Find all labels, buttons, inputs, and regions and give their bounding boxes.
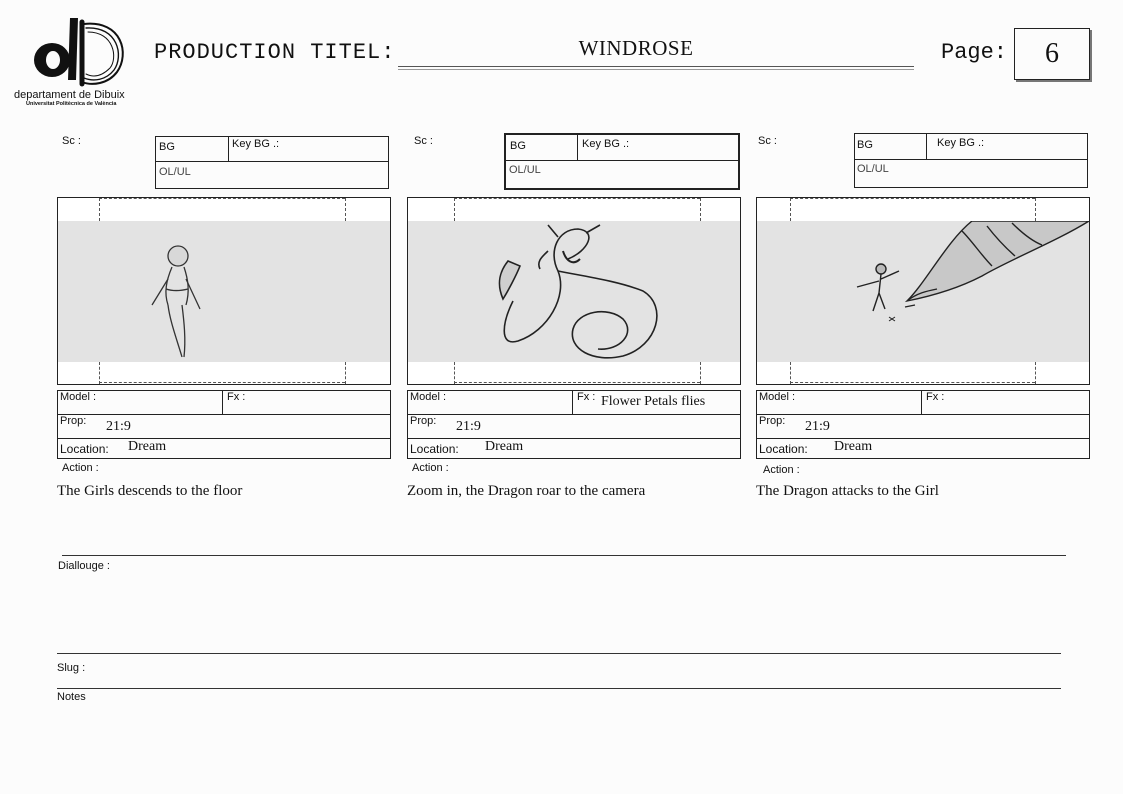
- logo-text: departament de Dibuix: [14, 89, 125, 101]
- slug-label: Slug :: [57, 662, 86, 674]
- model-label: Model :: [410, 391, 447, 403]
- prop-label: Prop:: [759, 415, 786, 427]
- location-value: Dream: [834, 439, 873, 454]
- logo-subtitle: Universitat Politècnica de València: [26, 101, 117, 107]
- action-label: Action :: [763, 464, 800, 476]
- location-value: Dream: [128, 439, 167, 454]
- prop-value: 21:9: [805, 419, 830, 434]
- dragon-sketch-image: [408, 221, 740, 362]
- location-row[interactable]: [756, 438, 1090, 459]
- fx-value: Flower Petals flies: [601, 394, 706, 409]
- location-label: Location:: [60, 442, 109, 456]
- bg-label: BG: [510, 140, 526, 152]
- prop-value: 21:9: [456, 419, 481, 434]
- prop-value: 21:9: [106, 419, 131, 434]
- location-label: Location:: [759, 442, 808, 456]
- notes-label: Notes: [57, 691, 86, 703]
- bg-box[interactable]: [155, 136, 389, 189]
- sc-label: Sc :: [414, 135, 433, 147]
- production-label: PRODUCTION TITEL:: [154, 40, 396, 65]
- key-bg-label: Key BG .:: [232, 138, 280, 150]
- action-label: Action :: [62, 462, 99, 474]
- model-label: Model :: [759, 391, 796, 403]
- fx-label: Fx :: [577, 391, 596, 403]
- storyboard-panel-3: [756, 0, 1096, 520]
- storyboard-panel-1: [57, 0, 397, 520]
- frame-panel-1[interactable]: [57, 197, 391, 385]
- key-bg-label: Key BG .:: [582, 138, 630, 150]
- ol-ul-label: OL/UL: [159, 166, 191, 178]
- girl-sketch-image: [58, 221, 390, 362]
- fx-label: Fx :: [227, 391, 246, 403]
- frame-panel-3[interactable]: [756, 197, 1090, 385]
- prop-label: Prop:: [60, 415, 87, 427]
- location-label: Location:: [410, 442, 459, 456]
- location-value: Dream: [485, 439, 524, 454]
- location-row[interactable]: [57, 438, 391, 459]
- divider-line: [57, 688, 1061, 689]
- prop-row[interactable]: [756, 414, 1090, 439]
- dragon-attack-sketch-image: [757, 221, 1089, 362]
- action-text[interactable]: The Girls descends to the floor: [57, 483, 243, 499]
- ol-ul-label: OL/UL: [509, 164, 541, 176]
- prop-row[interactable]: [407, 414, 741, 439]
- bg-label: BG: [159, 141, 175, 153]
- action-label: Action :: [412, 462, 449, 474]
- bg-label: BG: [857, 139, 873, 151]
- prop-label: Prop:: [410, 415, 437, 427]
- fx-label: Fx :: [926, 391, 945, 403]
- model-row[interactable]: [57, 390, 391, 415]
- ol-ul-label: OL/UL: [857, 163, 889, 175]
- divider-line: [62, 555, 1066, 556]
- dialogue-label: Diallouge :: [58, 560, 110, 572]
- page-label: Page:: [941, 40, 1008, 65]
- page-number-field[interactable]: 6: [1014, 28, 1090, 80]
- sc-label: Sc :: [758, 135, 777, 147]
- model-label: Model :: [60, 391, 97, 403]
- storyboard-panel-2: [407, 0, 747, 520]
- prop-row[interactable]: [57, 414, 391, 439]
- model-row[interactable]: [407, 390, 741, 415]
- dialogue-field[interactable]: [58, 575, 1058, 651]
- bg-box[interactable]: [504, 133, 740, 190]
- model-row[interactable]: [756, 390, 1090, 415]
- key-bg-label: Key BG .:: [937, 137, 985, 149]
- action-text[interactable]: Zoom in, the Dragon roar to the camera: [407, 483, 646, 499]
- action-text[interactable]: The Dragon attacks to the Girl: [756, 483, 939, 499]
- sc-label: Sc :: [62, 135, 81, 147]
- bg-box[interactable]: [854, 133, 1088, 188]
- frame-panel-2[interactable]: [407, 197, 741, 385]
- divider-line: [57, 653, 1061, 654]
- location-row[interactable]: [407, 438, 741, 459]
- production-title[interactable]: WINDROSE: [578, 36, 694, 60]
